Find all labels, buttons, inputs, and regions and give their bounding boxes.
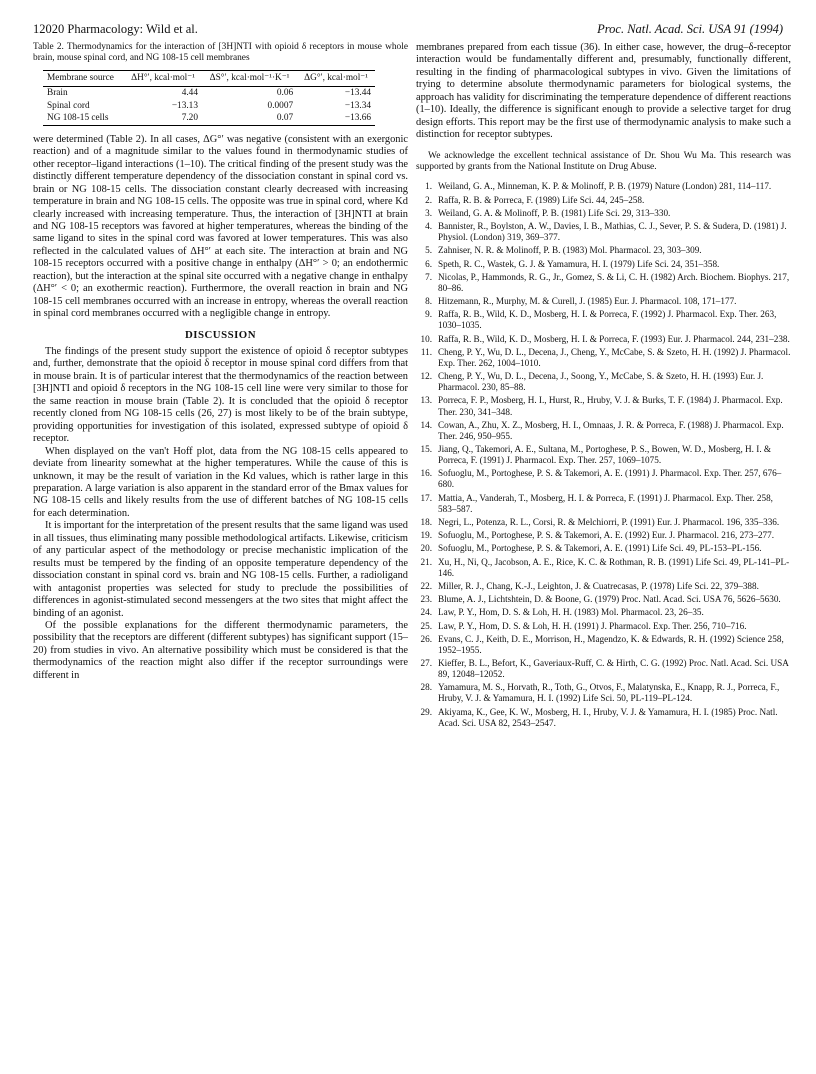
body-paragraph: When displayed on the van't Hoff plot, data from the NG 108-15 cells appeared to deviate from linearity somewhat at the higher temperatures. While the cause of this is unknown, it may be the result of variation in the Kd values, which is rather large in this preparation. A large variation is also apparent in the standard error of the Bmax values for NG 108-15 cells and likely results from the use of different batches of NG 108-15 cells for each determination. [33,445,408,519]
reference-item [416,420,791,442]
reference-text: Yamamura, M. S., Horvath, R., Toth, G., Otvos, F., Malatynska, E., Knapp, R. J., Porreca, F., Hruby, V. J. & Yamamura, H. I. (1992) Life Sci. 50, PL-119–PL-124. [438,682,780,704]
reference-text: Sofuoglu, M., Portoghese, P. S. & Takemori, A. E. (1991) J. Pharmacol. Exp. Ther. 257, 676–680. [438,468,782,490]
reference-number: 27. [420,658,432,669]
table-header-cell: ΔS°′, kcal·mol⁻¹·K⁻¹ [209,73,290,84]
reference-item [416,221,791,243]
reference-number: 24. [420,607,432,618]
reference-item [416,707,791,729]
table-caption: Table 2. Thermodynamics for the interaction of [3H]NTI with opioid δ receptors in mouse whole brain, mouse spinal cord, and NG 108-15 cell membranes [33,42,408,64]
reference-text: Weiland, G. A. & Molinoff, P. B. (1981) Life Sci. 29, 313–330. [438,207,671,218]
reference-number: 29. [420,706,432,717]
reference-number: 13. [420,395,432,406]
table-cell: NG 108-15 cells [47,113,109,124]
reference-number: 12. [420,371,432,382]
table-cell: −13.34 [344,100,371,111]
reference-text: Law, P. Y., Hom, D. S. & Loh, H. H. (1983) Mol. Pharmacol. 23, 26–35. [438,607,704,618]
reference-item [416,557,791,579]
reference-text: Sofuoglu, M., Portoghese, P. S. & Takemori, A. E. (1992) Eur. J. Pharmacol. 216, 273–277. [438,530,775,541]
table-row [43,112,375,125]
reference-text: Miller, R. J., Chang, K.-J., Leighton, J. & Cuatrecasas, P. (1978) Life Sci. 22, 379–388. [438,580,759,591]
reference-number: 26. [420,633,432,644]
reference-item [416,594,791,605]
reference-number: 9. [425,309,432,320]
reference-number: 15. [420,444,432,455]
reference-item [416,621,791,632]
reference-text: Cowan, A., Zhu, X. Z., Mosberg, H. I., Omnaas, J. R. & Porreca, F. (1988) J. Pharmacol. Exp. Ther. 246, 950–955. [438,419,784,441]
reference-text: Raffa, R. B. & Porreca, F. (1989) Life Sci. 44, 245–258. [438,194,645,205]
reference-text: Raffa, R. B., Wild, K. D., Mosberg, H. I. & Porreca, F. (1993) Eur. J. Pharmacol. 244, 231–238. [438,333,790,344]
reference-number: 19. [420,530,432,541]
reference-item [416,272,791,294]
reference-number: 1. [425,181,432,192]
reference-item [416,334,791,345]
body-paragraph: Of the possible explanations for the different thermodynamic parameters, the possibility that the receptors are different (different subtypes) has significant support (15–20) from studies in vivo. An alternative possibility which must be considered is that the thermodynamics of the reaction might also differ if the receptor surroundings were different in [33,620,408,681]
reference-text: Akiyama, K., Gee, K. W., Mosberg, H. I., Hruby, V. J. & Yamamura, H. I. (1985) Proc. Natl. Acad. Sci. USA 82, 2543–2547. [438,706,778,728]
reference-item [416,517,791,528]
reference-text: Raffa, R. B., Wild, K. D., Mosberg, H. I. & Porreca, F. (1992) J. Pharmacol. Exp. Ther. 263, 1030–1035. [438,309,777,331]
reference-item [416,245,791,256]
reference-text: Negri, L., Potenza, R. L., Corsi, R. & Melchiorri, P. (1991) Eur. J. Pharmacol. 196, 335–336. [438,516,780,527]
reference-text: Xu, H., Ni, Q., Jacobson, A. E., Rice, K. C. & Rothman, R. B. (1991) Life Sci. 49, PL-141–PL-146. [438,556,790,578]
table-header-row [43,71,375,87]
acknowledgment: We acknowledge the excellent technical assistance of Dr. Shou Wu Ma. This research was supported by grants from the National Institute on Drug Abuse. [416,150,791,173]
table-cell: 0.0007 [267,100,294,111]
reference-number: 16. [420,468,432,479]
body-paragraph: were determined (Table 2). In all cases, ΔG°′ was negative (consistent with an exergonic reaction) and of a magnitude similar to the values found in thermodynamic studies of other receptor–ligand interactions (1–10). The critical finding of the present study was the distinctly different temperature dependency of the dissociation constant in spinal cord vs. brain or NG 108-15 cells. The dissociation constant clearly decreased with increasing temperature in brain and NG 108-15 cells. The opposite was true in spinal cord, where Kd clearly increased with increasing temperature. Thus, the interaction of [3H]NTI at brain and NG 108-15 receptors was favored at higher temperatures, whereas the binding of the same ligand to sites in the spinal cord was favored at lower temperatures. This was also reflected in the calculated values of ΔH°′ at each site. The interaction at brain and NG 108-15 receptors occurred with a positive change in enthalpy (ΔH°′ > 0; an endothermic reaction), but the interaction at the spinal site occurred with a negative change in enthalpy (ΔH°′ < 0; an exothermic reaction). Furthermore, the overall reaction in brain and NG 108-15 cell membranes occurred with an increase in entropy, whereas the overall reaction in spinal cord membranes occurred with a negligible change in entropy. [33,133,408,320]
reference-item [416,395,791,417]
left-column [33,42,408,682]
reference-number: 4. [425,221,432,232]
running-header-right: Proc. Natl. Acad. Sci. USA 91 (1994) [597,22,783,36]
table-header-cell: Membrane source [47,73,114,84]
reference-item [416,543,791,554]
reference-number: 22. [420,580,432,591]
table-cell: Brain [47,88,68,98]
reference-number: 14. [420,419,432,430]
reference-item [416,634,791,656]
reference-text: Bannister, R., Boylston, A. W., Davies, I. B., Mathias, C. J., Sever, P. S. & Sudera, D. (1981) J. Physiol. (London) 319, 369–377. [438,221,787,243]
running-header-left: 12020 Pharmacology: Wild et al. [33,22,198,36]
table-cell: 0.06 [276,88,294,98]
reference-item [416,658,791,680]
reference-item [416,581,791,592]
reference-text: Cheng, P. Y., Wu, D. L., Decena, J., Cheng, Y., McCabe, S. & Szeto, H. H. (1992) J. Pharmacol. Exp. Ther. 262, 1004–1010. [438,346,791,368]
reference-text: Hitzemann, R., Murphy, M. & Curell, J. (1985) Eur. J. Pharmacol. 108, 171–177. [438,296,737,307]
reference-number: 11. [420,346,432,357]
reference-number: 7. [425,271,432,282]
reference-number: 17. [420,492,432,503]
reference-number: 3. [425,207,432,218]
table-cell: 7.20 [181,113,198,124]
reference-item [416,468,791,490]
right-column [416,42,791,731]
reference-item [416,347,791,369]
section-heading-discussion: DISCUSSION [184,328,256,341]
table-cell: 0.07 [276,113,294,124]
table-row [43,87,375,100]
reference-item [416,208,791,219]
reference-number: 2. [425,194,432,205]
reference-number: 21. [420,556,432,567]
reference-text: Law, P. Y., Hom, D. S. & Loh, H. H. (1991) J. Pharmacol. Exp. Ther. 256, 710–716. [438,620,747,631]
reference-text: Zahniser, N. R. & Molinoff, P. B. (1983) Mol. Pharmacol. 23, 303–309. [438,245,702,256]
reference-number: 25. [420,620,432,631]
table-cell: −13.44 [344,88,371,98]
body-paragraph: The findings of the present study support the existence of opioid δ receptor subtypes and, further, demonstrate that the opioid δ receptor in mouse spinal cord differs from that in mouse brain. It is of particular interest that the thermodynamics of the reaction between [3H]NTI and opioid δ receptors in the NG 108-15 cell line were very similar to those for the same reaction in mouse brain (Table 2). It is concluded that the opioid δ receptor recently cloned from NG 108-15 cells (26, 27) is most likely to be of the brain subtype, providing opportunities for investigation of this isolated, expressed subtype of opioid δ receptor. [33,346,408,445]
reference-text: Kieffer, B. L., Befort, K., Gaveriaux-Ruff, C. & Hirth, C. G. (1992) Proc. Natl. Acad. Sci. USA 89, 12048–12052. [438,658,789,680]
reference-number: 18. [420,516,432,527]
table-header-cell: ΔG°′, kcal·mol⁻¹ [304,73,368,84]
reference-item [416,259,791,270]
reference-item [416,371,791,393]
reference-text: Blume, A. J., Lichtshtein, D. & Boone, G. (1979) Proc. Natl. Acad. Sci. USA 76, 5626–5630. [438,594,781,605]
reference-item [416,607,791,618]
table-header-cell: ΔH°′, kcal·mol⁻¹ [131,73,195,84]
reference-item [416,682,791,704]
reference-number: 6. [425,258,432,269]
reference-number: 5. [425,245,432,256]
reference-number: 8. [425,296,432,307]
reference-number: 23. [420,594,432,605]
reference-text: Sofuoglu, M., Portoghese, P. S. & Takemori, A. E. (1991) Life Sci. 49, PL-153–PL-156. [438,543,762,554]
table-row [43,100,375,113]
reference-text: Jiang, Q., Takemori, A. E., Sultana, M., Portoghese, P. S., Bowen, W. D., Mosberg, H. I. & Porreca, F. (1991) J. Pharmacol. Exp. Ther. 257, 1069–1075. [438,444,772,466]
reference-text: Cheng, P. Y., Wu, D. L., Decena, J., Soong, Y., McCabe, S. & Szeto, H. H. (1993) Eur. J. Pharmacol. 230, 85–88. [438,371,764,393]
reference-item [416,309,791,331]
table-cell: Spinal cord [47,100,90,111]
reference-item [416,444,791,466]
reference-list [416,181,791,728]
thermodynamics-table [43,70,375,125]
reference-text: Speth, R. C., Wastek, G. J. & Yamamura, H. I. (1979) Life Sci. 24, 351–358. [438,258,720,269]
table-cell: −13.13 [171,100,198,111]
reference-text: Weiland, G. A., Minneman, K. P. & Molinoff, P. B. (1979) Nature (London) 281, 114–117. [438,181,772,192]
reference-text: Porreca, F. P., Mosberg, H. I., Hurst, R., Hruby, V. J. & Burks, T. F. (1984) J. Pharmacol. Exp. Ther. 230, 341–348. [438,395,783,417]
reference-item [416,195,791,206]
reference-text: Nicolas, P., Hammonds, R. G., Jr., Gomez, S. & Li, C. H. (1982) Arch. Biochem. Biophys. 217, 80–86. [438,271,790,293]
reference-item [416,530,791,541]
reference-number: 20. [420,543,432,554]
reference-number: 10. [420,333,432,344]
table-cell: 4.44 [181,88,198,98]
reference-text: Mattia, A., Vanderah, T., Mosberg, H. I. & Porreca, F. (1991) J. Pharmacol. Exp. Ther. 258, 583–587. [438,492,773,514]
table-cell: −13.66 [344,113,371,124]
reference-item [416,296,791,307]
reference-text: Evans, C. J., Keith, D. E., Morrison, H., Magendzo, K. & Edwards, R. H. (1992) Science 258, 1952–1955. [438,633,784,655]
reference-item [416,493,791,515]
body-paragraph: membranes prepared from each tissue (36). In either case, however, the drug–δ-receptor interaction would be fundamentally different and, presumably, functionally different, resulting in the finding of pharmacological subtypes in vivo. Given the limitations of trying to determine absolute thermodynamic parameters for biological systems, the approach has validity for discriminating the temperature dependence of different reactions (1–10). Ideally, the difference is significant enough to provide a selective target for drug design efforts. This report may be the first use of thermodynamic analysis to make such a distinction for receptor subtypes. [416,42,791,141]
reference-number: 28. [420,682,432,693]
reference-item [416,181,791,192]
body-paragraph: It is important for the interpretation of the present results that the same ligand was used in all tissues, thus eliminating many possible methodological artifacts. Likewise, criticism of any particular aspect of the methodology or precise mechanistic implication of the results must be tempered by the finding of an opposite temperature dependency of the dissociation constant in spinal cord vs. brain and NG 108-15 cells. Further, a radioligand with antagonist properties was selected for study to preclude the possibilities of differences in agonist-stimulated second messengers at the two sites that might affect the binding of an agonist. [33,520,408,619]
